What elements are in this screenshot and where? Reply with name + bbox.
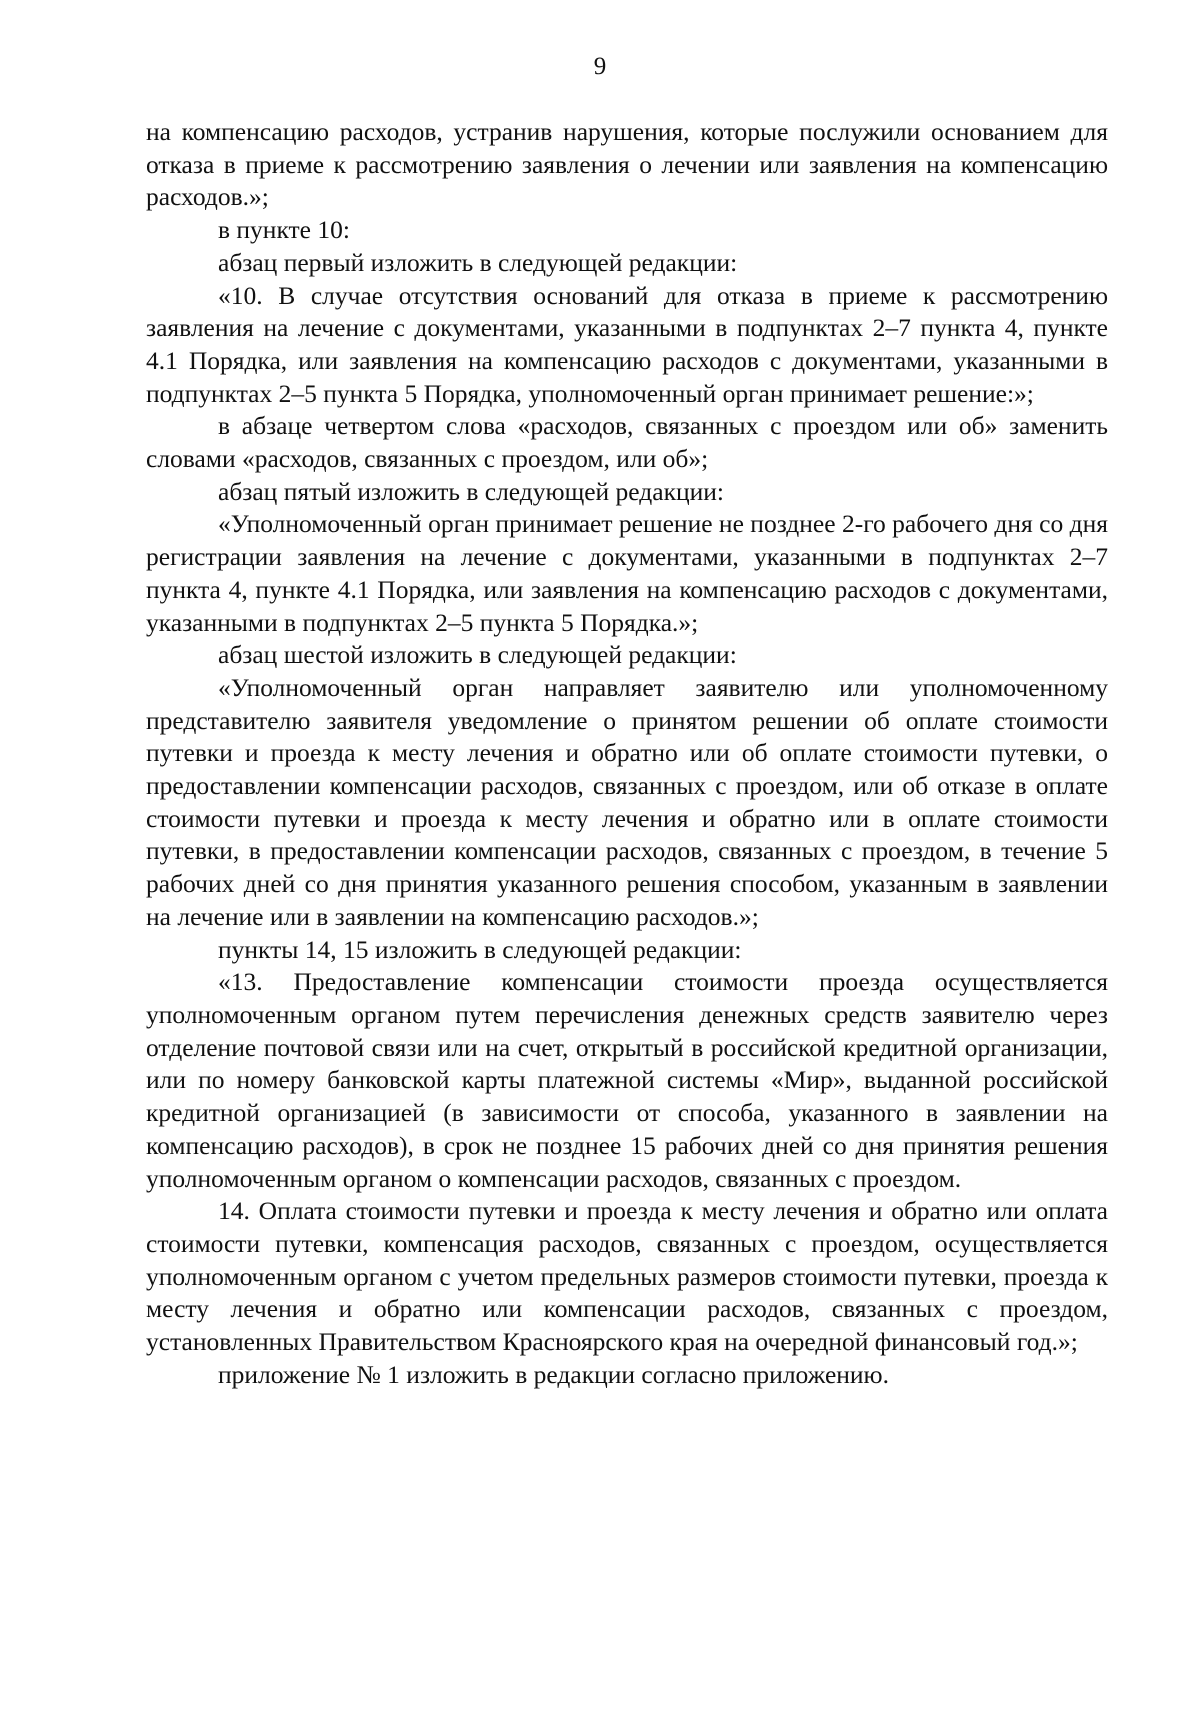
body-paragraph: «10. В случае отсутствия оснований для отказа в приеме к рассмотрению заявления на лечение с документами, указанными в подпунктах 2–7 пункта 4, пункте 4.1 Порядка, или заявления на компенсацию расходов с документами, указанными в подпунктах 2–5 пункта 5 Порядка, уполномоченный орган принимает решение:»; bbox=[146, 280, 1108, 408]
body-paragraph: «13. Предоставление компенсации стоимости проезда осуществляется уполномоченным органом путем перечисления денежных средств заявителю через отделение почтовой связи или на счет, открытый в российской кредитной организации, или по номеру банковской карты платежной системы «Мир», выданной российской кредитной организацией (в зависимости от способа, указанного в заявлении на компенсацию расходов), в срок не позднее 15 рабочих дней со дня принятия решения уполномоченным органом о компенсации расходов, связанных с проездом. bbox=[146, 967, 1108, 1193]
body-paragraph: абзац пятый изложить в следующей редакции: bbox=[218, 476, 724, 506]
body-paragraph: пункты 14, 15 изложить в следующей редакции: bbox=[218, 934, 742, 964]
body-paragraph: на компенсацию расходов, устранив нарушения, которые послужили основанием для отказа в приеме к рассмотрению заявления о лечении или заявления на компенсацию расходов.»; bbox=[146, 117, 1108, 212]
body-paragraph: 14. Оплата стоимости путевки и проезда к месту лечения и обратно или оплата стоимости путевки, компенсация расходов, связанных с проездом, осуществляется уполномоченным органом с учетом предельных размеров стоимости путевки, проезда к месту лечения и обратно или компенсации расходов, связанных с проездом, установленных Правительством Красноярского края на очередной финансовый год.»; bbox=[146, 1196, 1108, 1357]
body-paragraph: приложение № 1 изложить в редакции согласно приложению. bbox=[218, 1359, 889, 1389]
body-paragraph: абзац первый изложить в следующей редакции: bbox=[218, 247, 738, 277]
document-body bbox=[146, 116, 1108, 1391]
body-paragraph: «Уполномоченный орган принимает решение не позднее 2-го рабочего дня со дня регистрации заявления на лечение с документами, указанными в подпунктах 2–7 пункта 4, пункте 4.1 Порядка, или заявления на компенсацию расходов с документами, указанными в подпунктах 2–5 пункта 5 Порядка.»; bbox=[146, 509, 1108, 637]
body-paragraph: в абзаце четвертом слова «расходов, связанных с проездом или об» заменить словами «расходов, связанных с проездом, или об»; bbox=[146, 411, 1108, 474]
body-paragraph: в пункте 10: bbox=[218, 215, 350, 245]
body-paragraph: «Уполномоченный орган направляет заявителю или уполномоченному представителю заявителя уведомление о принятом решении об оплате стоимости путевки и проезда к месту лечения и обратно или об оплате стоимости путевки, о предоставлении компенсации расходов, связанных с проездом, или об отказе в оплате стоимости путевки и проезда к месту лечения и обратно или в оплате стоимости путевки, в предоставлении компенсации расходов, связанных с проездом, в течение 5 рабочих дней со дня принятия указанного решения способом, указанным в заявлении на лечение или в заявлении на компенсацию расходов.»; bbox=[146, 672, 1108, 931]
page-number: 9 bbox=[593, 53, 607, 80]
body-paragraph: абзац шестой изложить в следующей редакции: bbox=[218, 640, 737, 670]
